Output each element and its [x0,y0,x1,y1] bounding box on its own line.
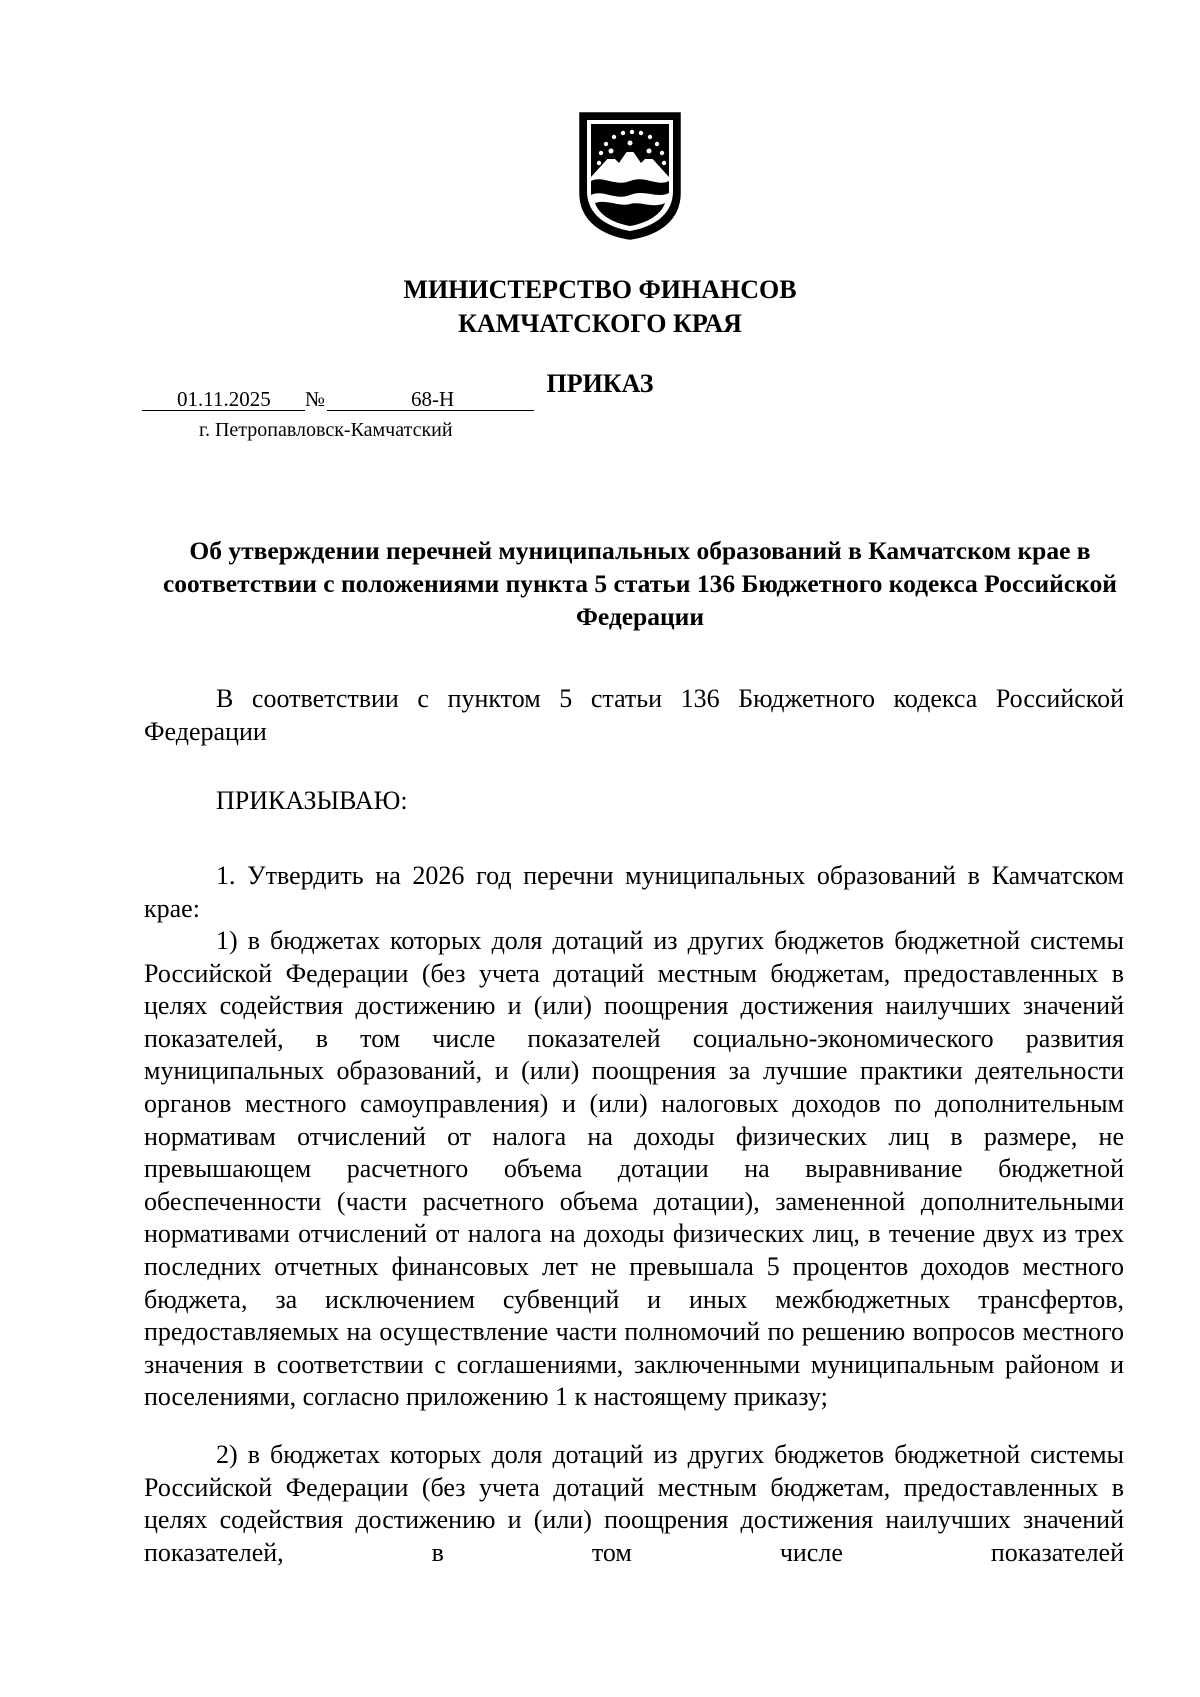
document-city: г. Петропавловск-Камчатский [199,419,453,441]
item-1-paragraph: 1. Утвердить на 2026 год перечни муниципальных образований в Камчатском крае: [144,861,1124,923]
number-sign: № [305,387,326,411]
orders-word: ПРИКАЗЫВАЮ: [216,786,408,815]
kamchatka-coat-of-arms-icon [577,111,683,240]
subitem-1-paragraph: 1) в бюджетах которых доля дотаций из других бюджетов бюджетной системы Российской Федерации (без учета дотаций местным бюджетам, предоставленных в целях содействия достижению и (или) поощрения достижения наилучших значений показателей, в том числе показателей социально-экономического развития муниципальных образований, и (или) поощрения за лучшие практики деятельности органов местного самоуправления) и (или) налоговых доходов по дополнительным нормативам отчислений от налога на доходы физических лиц в размере, не превышающем расчетного объема дотации на выравнивание бюджетной обеспеченности (части расчетного объема дотации), замененной дополнительными нормативами отчислений от налога на доходы физических лиц, в течение двух из трех последних отчетных финансовых лет не превышала 5 процентов доходов местного бюджета, за исключением субвенций и иных межбюджетных трансфертов, предоставляемых на осуществление части полномочий по решению вопросов местного значения в соответствии с соглашениями, заключенными муниципальным районом и поселениями, согласно приложению 1 к настоящему приказу; [144,926,1124,1412]
ministry-name: МИНИСТЕРСТВО ФИНАНСОВ [403,275,797,304]
document-title: Об утверждении перечней муниципальных образований в Камчатском крае в соответствии с положениями пункта 5 статьи 136 Бюджетного кодекса Российской Федерации [162,536,1117,631]
document-date: 01.11.2025 [177,387,271,411]
subitem-2-paragraph: 2) в бюджетах которых доля дотаций из других бюджетов бюджетной системы Российской Федерации (без учета дотаций местным бюджетам, предоставленных в целях содействия достижению и (или) поощрения достижения наилучших значений показателей, в том числе показателей [144,1440,1124,1567]
preamble-paragraph: В соответствии с пунктом 5 статьи 136 Бюджетного кодекса Российской Федерации [144,684,1124,746]
document-type: ПРИКАЗ [546,369,654,398]
document-number: 68-Н [411,387,455,411]
region-name: КАМЧАТСКОГО КРАЯ [458,309,742,338]
